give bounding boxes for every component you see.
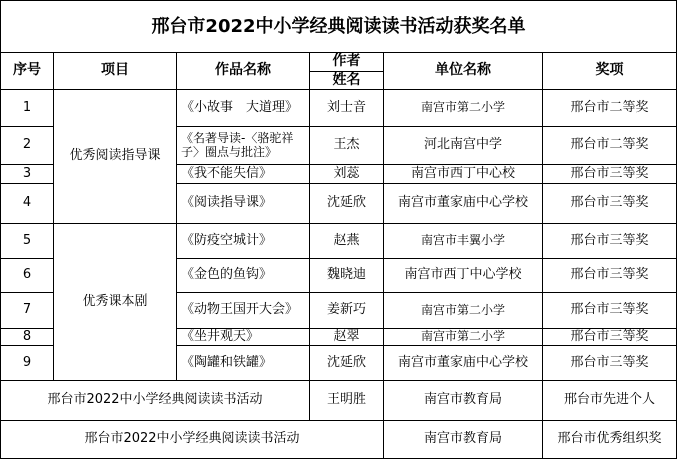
table-row-unit: 河北南宫中学 bbox=[383, 126, 543, 165]
footer2-award: 邢台市优秀组织奖 bbox=[542, 420, 677, 459]
table-row-award: 邢台市三等奖 bbox=[542, 258, 677, 293]
table-row-author: 沈延欣 bbox=[309, 183, 384, 224]
table-row-unit: 南宫市西丁中心校 bbox=[383, 164, 543, 184]
table-row-unit: 南宫市第二小学 bbox=[383, 292, 543, 329]
table-row-award: 邢台市三等奖 bbox=[542, 223, 677, 259]
header-unit: 单位名称 bbox=[383, 52, 543, 90]
group-script: 优秀课本剧 bbox=[53, 223, 177, 381]
table-row-unit: 南宫市西丁中心学校 bbox=[383, 258, 543, 293]
header-project: 项目 bbox=[53, 52, 177, 90]
header-author-line1: 作者 bbox=[310, 54, 383, 71]
footer2-unit: 南宫市教育局 bbox=[383, 420, 543, 459]
table-row-author: 赵翠 bbox=[309, 328, 384, 346]
table-row-unit: 南宫市董家庙中心学校 bbox=[383, 183, 543, 224]
table-row-award: 邢台市三等奖 bbox=[542, 328, 677, 346]
group-guidance: 优秀阅读指导课 bbox=[53, 89, 177, 224]
table-row-work: 《小故事 大道理》 bbox=[176, 89, 310, 127]
table-row-work: 《名著导读-〈骆驼祥子〉圈点与批注》 bbox=[176, 126, 310, 165]
table-row-award: 邢台市二等奖 bbox=[542, 126, 677, 165]
table-row-seq: 2 bbox=[0, 126, 54, 165]
table-row-unit: 南宫市第二小学 bbox=[383, 89, 543, 127]
table-row-award: 邢台市三等奖 bbox=[542, 183, 677, 224]
table-row-work: 《坐井观天》 bbox=[176, 328, 310, 346]
table-row-author: 赵燕 bbox=[309, 223, 384, 259]
table-row-seq: 6 bbox=[0, 258, 54, 293]
table-row-seq: 3 bbox=[0, 164, 54, 184]
table-row-unit: 南宫市第二小学 bbox=[383, 328, 543, 346]
table-row-seq: 4 bbox=[0, 183, 54, 224]
table-row-award: 邢台市三等奖 bbox=[542, 345, 677, 381]
table-row-seq: 8 bbox=[0, 328, 54, 346]
table-row-work: 《陶罐和铁罐》 bbox=[176, 345, 310, 381]
table-row-seq: 9 bbox=[0, 345, 54, 381]
table-row-award: 邢台市三等奖 bbox=[542, 292, 677, 329]
table-row-author: 王杰 bbox=[309, 126, 384, 165]
footer1-activity: 邢台市2022中小学经典阅读读书活动 bbox=[0, 380, 310, 421]
header-award: 奖项 bbox=[542, 52, 677, 90]
table-row-work: 《金色的鱼钩》 bbox=[176, 258, 310, 293]
table-row-award: 邢台市二等奖 bbox=[542, 89, 677, 127]
table-row-work: 《我不能失信》 bbox=[176, 164, 310, 184]
table-row-award: 邢台市三等奖 bbox=[542, 164, 677, 184]
table-row-work: 《动物王国开大会》 bbox=[176, 292, 310, 329]
table-row-author: 刘蕊 bbox=[309, 164, 384, 184]
table-row-work: 《阅读指导课》 bbox=[176, 183, 310, 224]
table-row-author: 刘士音 bbox=[309, 89, 384, 127]
header-seq: 序号 bbox=[0, 52, 54, 90]
table-row-seq: 1 bbox=[0, 89, 54, 127]
table-row-author: 沈延欣 bbox=[309, 345, 384, 381]
footer1-award: 邢台市先进个人 bbox=[542, 380, 677, 421]
header-work: 作品名称 bbox=[176, 52, 310, 90]
table-row-unit: 南宫市董家庙中心学校 bbox=[383, 345, 543, 381]
page-title: 邢台市2022中小学经典阅读读书活动获奖名单 bbox=[0, 0, 677, 53]
table-row-author: 姜新巧 bbox=[309, 292, 384, 329]
table-row-seq: 5 bbox=[0, 223, 54, 259]
header-author bbox=[309, 52, 384, 90]
table-row-author: 魏晓迪 bbox=[309, 258, 384, 293]
footer1-person: 王明胜 bbox=[309, 380, 384, 421]
header-author-line2: 姓名 bbox=[332, 71, 361, 88]
table-row-work: 《防疫空城计》 bbox=[176, 223, 310, 259]
footer1-unit: 南宫市教育局 bbox=[383, 380, 543, 421]
table-row-unit: 南宫市丰翼小学 bbox=[383, 223, 543, 259]
table-row-seq: 7 bbox=[0, 292, 54, 329]
footer2-activity: 邢台市2022中小学经典阅读读书活动 bbox=[0, 420, 384, 459]
